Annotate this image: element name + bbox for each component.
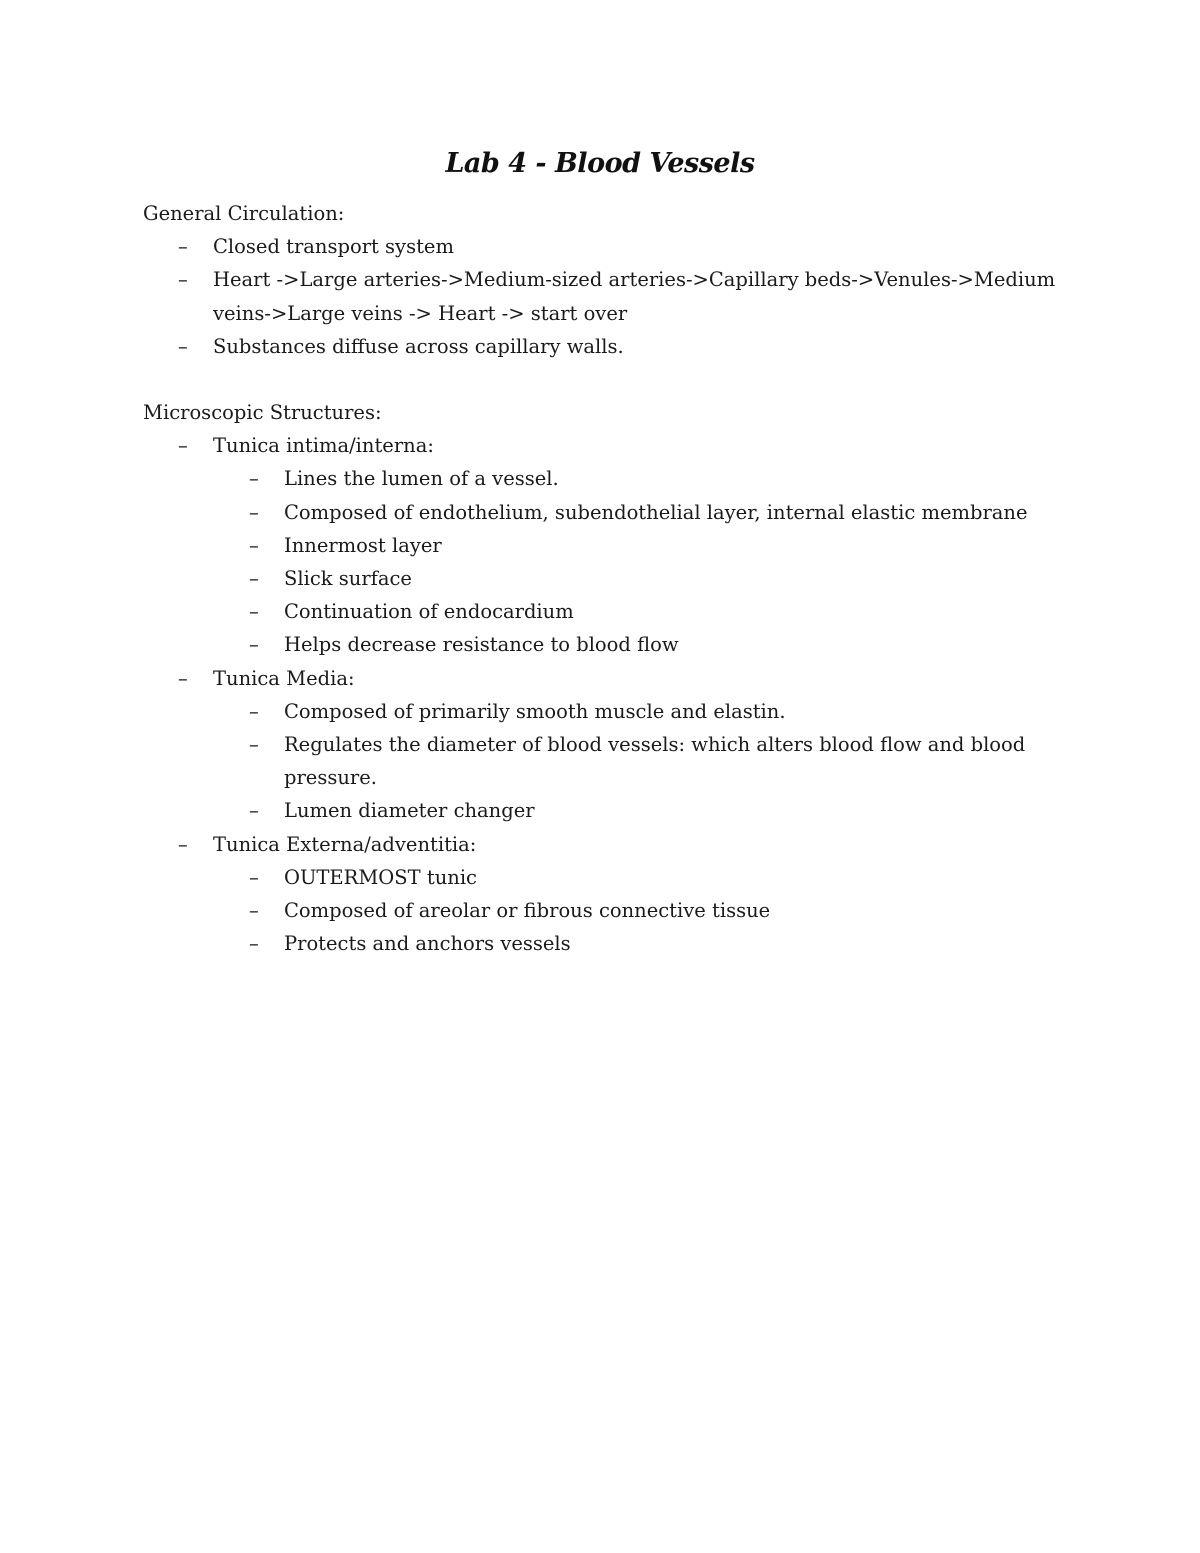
list-item-text: Substances diffuse across capillary walls.: [213, 334, 624, 358]
sub-list-item-text: OUTERMOST tunic: [284, 865, 477, 889]
document-body: [143, 197, 1083, 960]
sub-list-item: [213, 728, 1083, 794]
dash-bullet: –: [249, 799, 259, 823]
dash-bullet: –: [249, 533, 259, 557]
dash-bullet: –: [249, 932, 259, 956]
sub-list-item: [213, 529, 1083, 562]
dash-bullet: –: [178, 666, 188, 690]
sub-list-item: [213, 595, 1083, 628]
sub-list-item-text: Composed of endothelium, subendothelial layer, internal elastic membrane: [284, 500, 1028, 524]
sub-list-item: [213, 861, 1083, 894]
list-item-text: Tunica Media:: [213, 666, 355, 690]
sub-list-item-text: Continuation of endocardium: [284, 600, 574, 624]
sub-list-item: [213, 562, 1083, 595]
sub-list-item-text: Slick surface: [284, 567, 412, 591]
sub-list-item-text: Composed of primarily smooth muscle and elastin.: [284, 699, 786, 723]
list-item-text: Tunica Externa/adventitia:: [213, 832, 477, 856]
list-item: [143, 263, 1083, 329]
dash-bullet: –: [178, 334, 188, 358]
sub-list-item: [213, 462, 1083, 495]
sub-list-item: [213, 927, 1083, 960]
list-item: [143, 230, 1083, 263]
sub-list-item-text: Lumen diameter changer: [284, 799, 535, 823]
dash-bullet: –: [249, 500, 259, 524]
dash-bullet: –: [249, 899, 259, 923]
dash-bullet: –: [249, 733, 259, 757]
section-general-circulation: [143, 197, 1083, 363]
bullet-list: [143, 230, 1083, 363]
bullet-list: [143, 429, 1083, 960]
sub-list-item: [213, 894, 1083, 927]
dash-bullet: –: [249, 600, 259, 624]
sub-list-item: [213, 794, 1083, 827]
dash-bullet: –: [249, 567, 259, 591]
sub-list-item: [213, 628, 1083, 661]
sub-list-item-text: Helps decrease resistance to blood flow: [284, 633, 679, 657]
sub-bullet-list: [213, 462, 1083, 661]
sub-list-item-text: Composed of areolar or fibrous connective tissue: [284, 899, 771, 923]
sub-list-item-text: Innermost layer: [284, 533, 442, 557]
document-title: Lab 4 - Blood Vessels: [445, 148, 755, 179]
section-heading: Microscopic Structures:: [143, 401, 382, 425]
sub-list-item: [213, 496, 1083, 529]
sub-list-item-text: Lines the lumen of a vessel.: [284, 467, 559, 491]
list-item-tunica-externa: [143, 828, 1083, 961]
dash-bullet: –: [249, 699, 259, 723]
list-item-text: Tunica intima/interna:: [213, 434, 434, 458]
sub-bullet-list: [213, 695, 1083, 828]
sub-bullet-list: [213, 861, 1083, 961]
list-item-tunica-intima: [143, 429, 1083, 661]
list-item-tunica-media: [143, 662, 1083, 828]
sub-list-item: [213, 695, 1083, 728]
dash-bullet: –: [178, 434, 188, 458]
dash-bullet: –: [249, 467, 259, 491]
section-heading: General Circulation:: [143, 202, 345, 225]
dash-bullet: –: [249, 633, 259, 657]
dash-bullet: –: [178, 235, 188, 259]
section-microscopic-structures: [143, 396, 1083, 960]
sub-list-item-text: Regulates the diameter of blood vessels: which alters blood flow and blood pressure.: [284, 733, 1026, 790]
sub-list-item-text: Protects and anchors vessels: [284, 932, 571, 956]
section-spacer: [143, 363, 1083, 396]
list-item-text: Closed transport system: [213, 235, 454, 259]
list-item-text: Heart ->Large arteries->Medium-sized arteries->Capillary beds->Venules->Medium veins->Large veins -> Heart -> start over: [213, 268, 1056, 325]
list-item: [143, 330, 1083, 363]
dash-bullet: –: [178, 832, 188, 856]
dash-bullet: –: [178, 268, 188, 292]
dash-bullet: –: [249, 865, 259, 889]
